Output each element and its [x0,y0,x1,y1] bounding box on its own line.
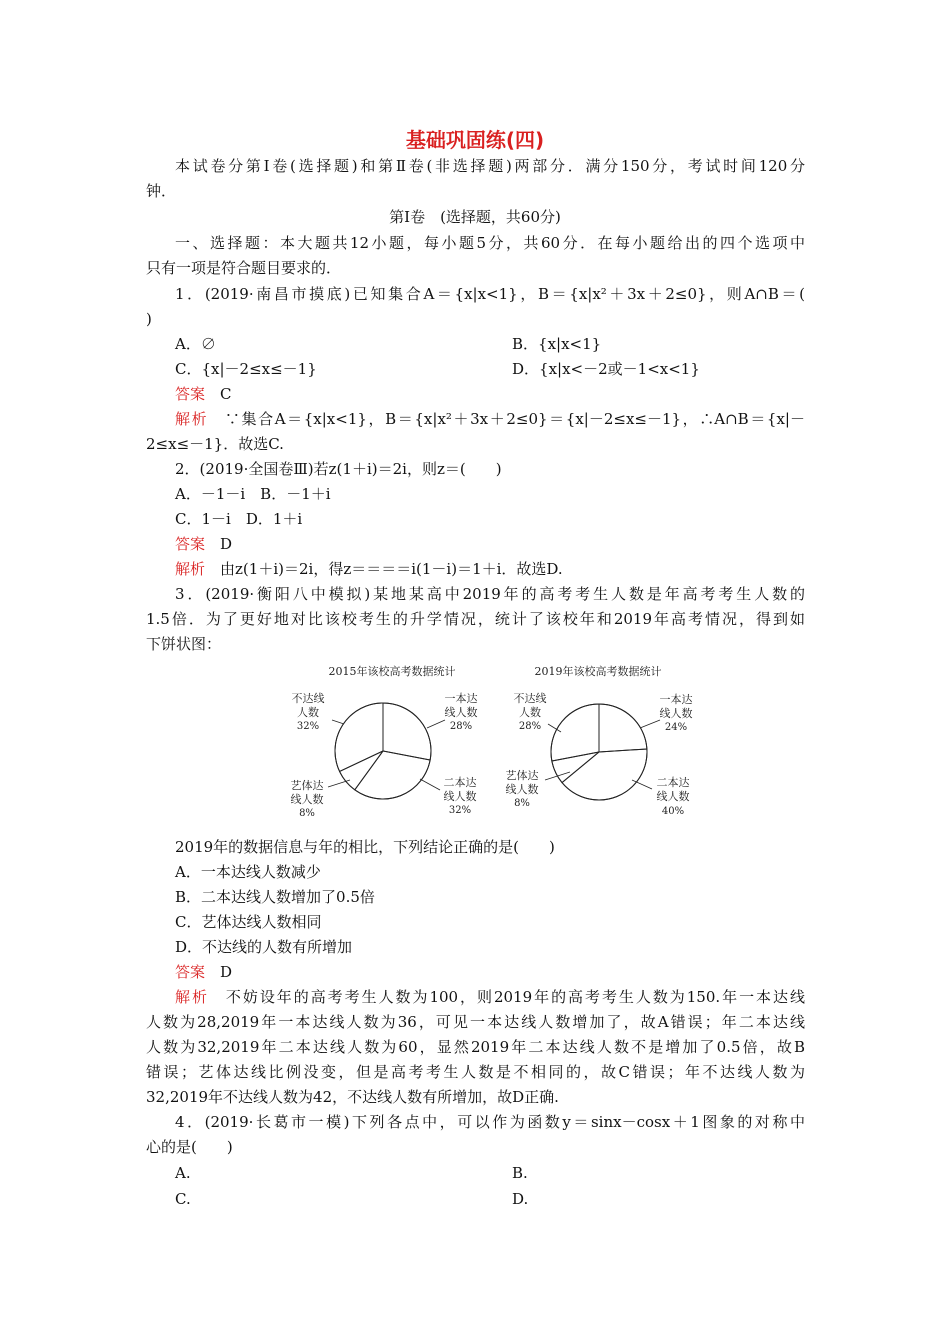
part-one-line-1: 一、选择题：本大题共12小题，每小题5分，共60分．在每小题给出的四个选项中 [175,234,805,252]
chart-2015-label-erben-2: 线人数 [443,790,477,803]
chart-2019-label-yiben-2: 线人数 [659,707,693,720]
q1-option-a: A．∅ [175,335,216,353]
q3-analysis-line-2: 人数为28,2019年一本达线人数为36，可见一本达线人数增加了，故A错误；年二本达线 [146,1013,805,1031]
q3-stem-line-3: 下饼状图： [146,635,222,653]
intro-line-1: 本试卷分第Ⅰ卷(选择题)和第Ⅱ卷(非选择题)两部分．满分150分，考试时间120分 [175,157,805,175]
chart-2019-title: 2019年该校高考数据统计 [534,665,662,678]
q2-analysis-line [175,559,563,579]
q1-answer: C [220,385,232,403]
q1-analysis-text-1: ∵集合A＝{x|x<1}，B＝{x|x²＋3x＋2≤0}＝{x|－2≤x≤－1}，∴A∩B＝{x|－ [224,410,805,428]
q1-option-b: B．{x|x<1} [512,335,602,353]
part-one-line-2: 只有一项是符合题目要求的． [146,259,342,277]
q4-option-a: A. [175,1164,191,1182]
q3-option-b: B．二本达线人数增加了0.5倍 [175,888,375,906]
q1-stem-line-2: ) [146,310,152,328]
q1-option-c: C．{x|－2≤x≤－1} [175,360,317,378]
section-heading: 第Ⅰ卷 (选择题，共60分) [389,208,561,226]
chart-2019-value-erben: 40% [661,806,685,817]
chart-2015-value-yiben: 28% [449,721,473,732]
q3-analysis-line-3: 人数为32,2019年二本达线人数为60，显然2019年二本达线人数不是增加了0.5倍，故B [146,1038,805,1056]
q4-stem-line-2: 心的是( ) [146,1138,233,1156]
q2-stem: 2．(2019·全国卷Ⅲ)若z(1＋i)＝2i，则z＝( ) [175,460,502,478]
chart-2015-label-yiben-1: 一本达 [444,692,478,705]
chart-2019-value-yiben: 24% [664,722,688,733]
q3-analysis-line-1 [175,987,805,1007]
chart-2015-label-yiti-2: 线人数 [290,793,324,806]
q2-answer: D [220,535,233,553]
chart-2015-label-yiben-2: 线人数 [444,706,478,719]
answer-label: 答案 [175,385,206,403]
analysis-label: 解析 [175,560,206,578]
analysis-label: 解析 [175,988,209,1006]
answer-label: 答案 [175,963,206,981]
q2-options-row-2: C．1－i D．1＋i [175,510,303,528]
q3-option-d: D．不达线的人数有所增加 [175,938,353,956]
chart-2019-value-yiti: 8% [514,798,530,809]
q3-question: 2019年的数据信息与年的相比，下列结论正确的是( ) [175,838,555,856]
chart-2019-label-yiti-2: 线人数 [505,783,539,796]
chart-2015-label-buda-2: 人数 [297,706,319,719]
chart-2015-label-yiti-1: 艺体达 [290,779,324,792]
chart-2015-value-erben: 32% [448,805,472,816]
page-title: 基础巩固练(四) [405,128,545,152]
chart-2019-label-erben-2: 线人数 [656,790,690,803]
pie-slice-0-0 [383,703,431,760]
q2-options-row-1: A．－1－i B．－1＋i [175,485,331,503]
chart-2019-label-erben-1: 二本达 [656,776,690,789]
intro-line-2: 钟． [146,182,177,200]
q3-stem-line-2: 1.5倍．为了更好地对比该校考生的升学情况，统计了该校年和2019年高考情况，得到如 [146,610,805,628]
q3-option-c: C．艺体达线人数相同 [175,913,322,931]
q3-option-a: A．一本达线人数减少 [175,863,321,881]
pie-slice-1-3 [551,704,599,761]
pie-charts-figure [280,662,720,827]
q1-answer-row [175,384,232,404]
chart-2015-value-buda: 32% [296,721,320,732]
q1-option-d: D．{x|x<－2或－1<x<1} [512,360,700,378]
q3-answer: D [220,963,233,981]
chart-2019-value-buda: 28% [518,721,542,732]
chart-2019-label-yiti-1: 艺体达 [505,769,539,782]
q3-analysis-line-4: 错误；艺体达线比例没变，但是高考考生人数是不相同的，故C错误；年不达线人数为 [146,1063,805,1081]
chart-2015-label-erben-1: 二本达 [443,776,477,789]
pie-chart-2019 [506,664,693,817]
chart-2015-value-yiti: 8% [299,808,315,819]
chart-2015-label-buda-1: 不达线 [291,692,325,705]
q2-analysis-text: 由z(1＋i)＝2i，得z＝＝＝＝i(1－i)＝1＋i．故选D. [220,560,563,578]
q3-analysis-line-5: 32,2019年不达线人数为42，不达线人数有所增加，故D正确. [146,1088,559,1106]
q2-answer-row [175,534,232,554]
q4-stem-line-1: 4．(2019·长葛市一模)下列各点中，可以作为函数y＝sinx－cosx＋1图象的对称中 [175,1113,805,1131]
q1-analysis-line-1 [175,409,805,429]
q3-analysis-text-1: 不妨设年的高考考生人数为100，则2019年的高考考生人数为150.年一本达线 [225,988,805,1006]
q4-option-c: C. [175,1190,191,1208]
chart-2019-label-buda-2: 人数 [519,706,541,719]
q1-stem-line-1: 1．(2019·南昌市摸底)已知集合A＝{x|x<1}，B＝{x|x²＋3x＋2≤0}，则A∩B＝( [175,285,805,303]
pie-chart-2015 [291,664,478,819]
chart-2019-label-buda-1: 不达线 [513,692,547,705]
q3-stem-line-1: 3．(2019·衡阳八中模拟)某地某高中2019年的高考考生人数是年高考考生人数的 [175,585,805,603]
chart-2015-title: 2015年该校高考数据统计 [328,665,456,678]
chart-2019-label-yiben-1: 一本达 [659,693,693,706]
q1-analysis-line-2: 2≤x≤－1}．故选C. [146,435,284,453]
q4-option-d: D. [512,1190,529,1208]
analysis-label: 解析 [175,410,209,428]
pie-slice-1-0 [599,704,647,752]
pie-slice-0-2 [340,751,383,790]
q4-option-b: B. [512,1164,528,1182]
q3-answer-row [175,962,232,982]
answer-label: 答案 [175,535,206,553]
